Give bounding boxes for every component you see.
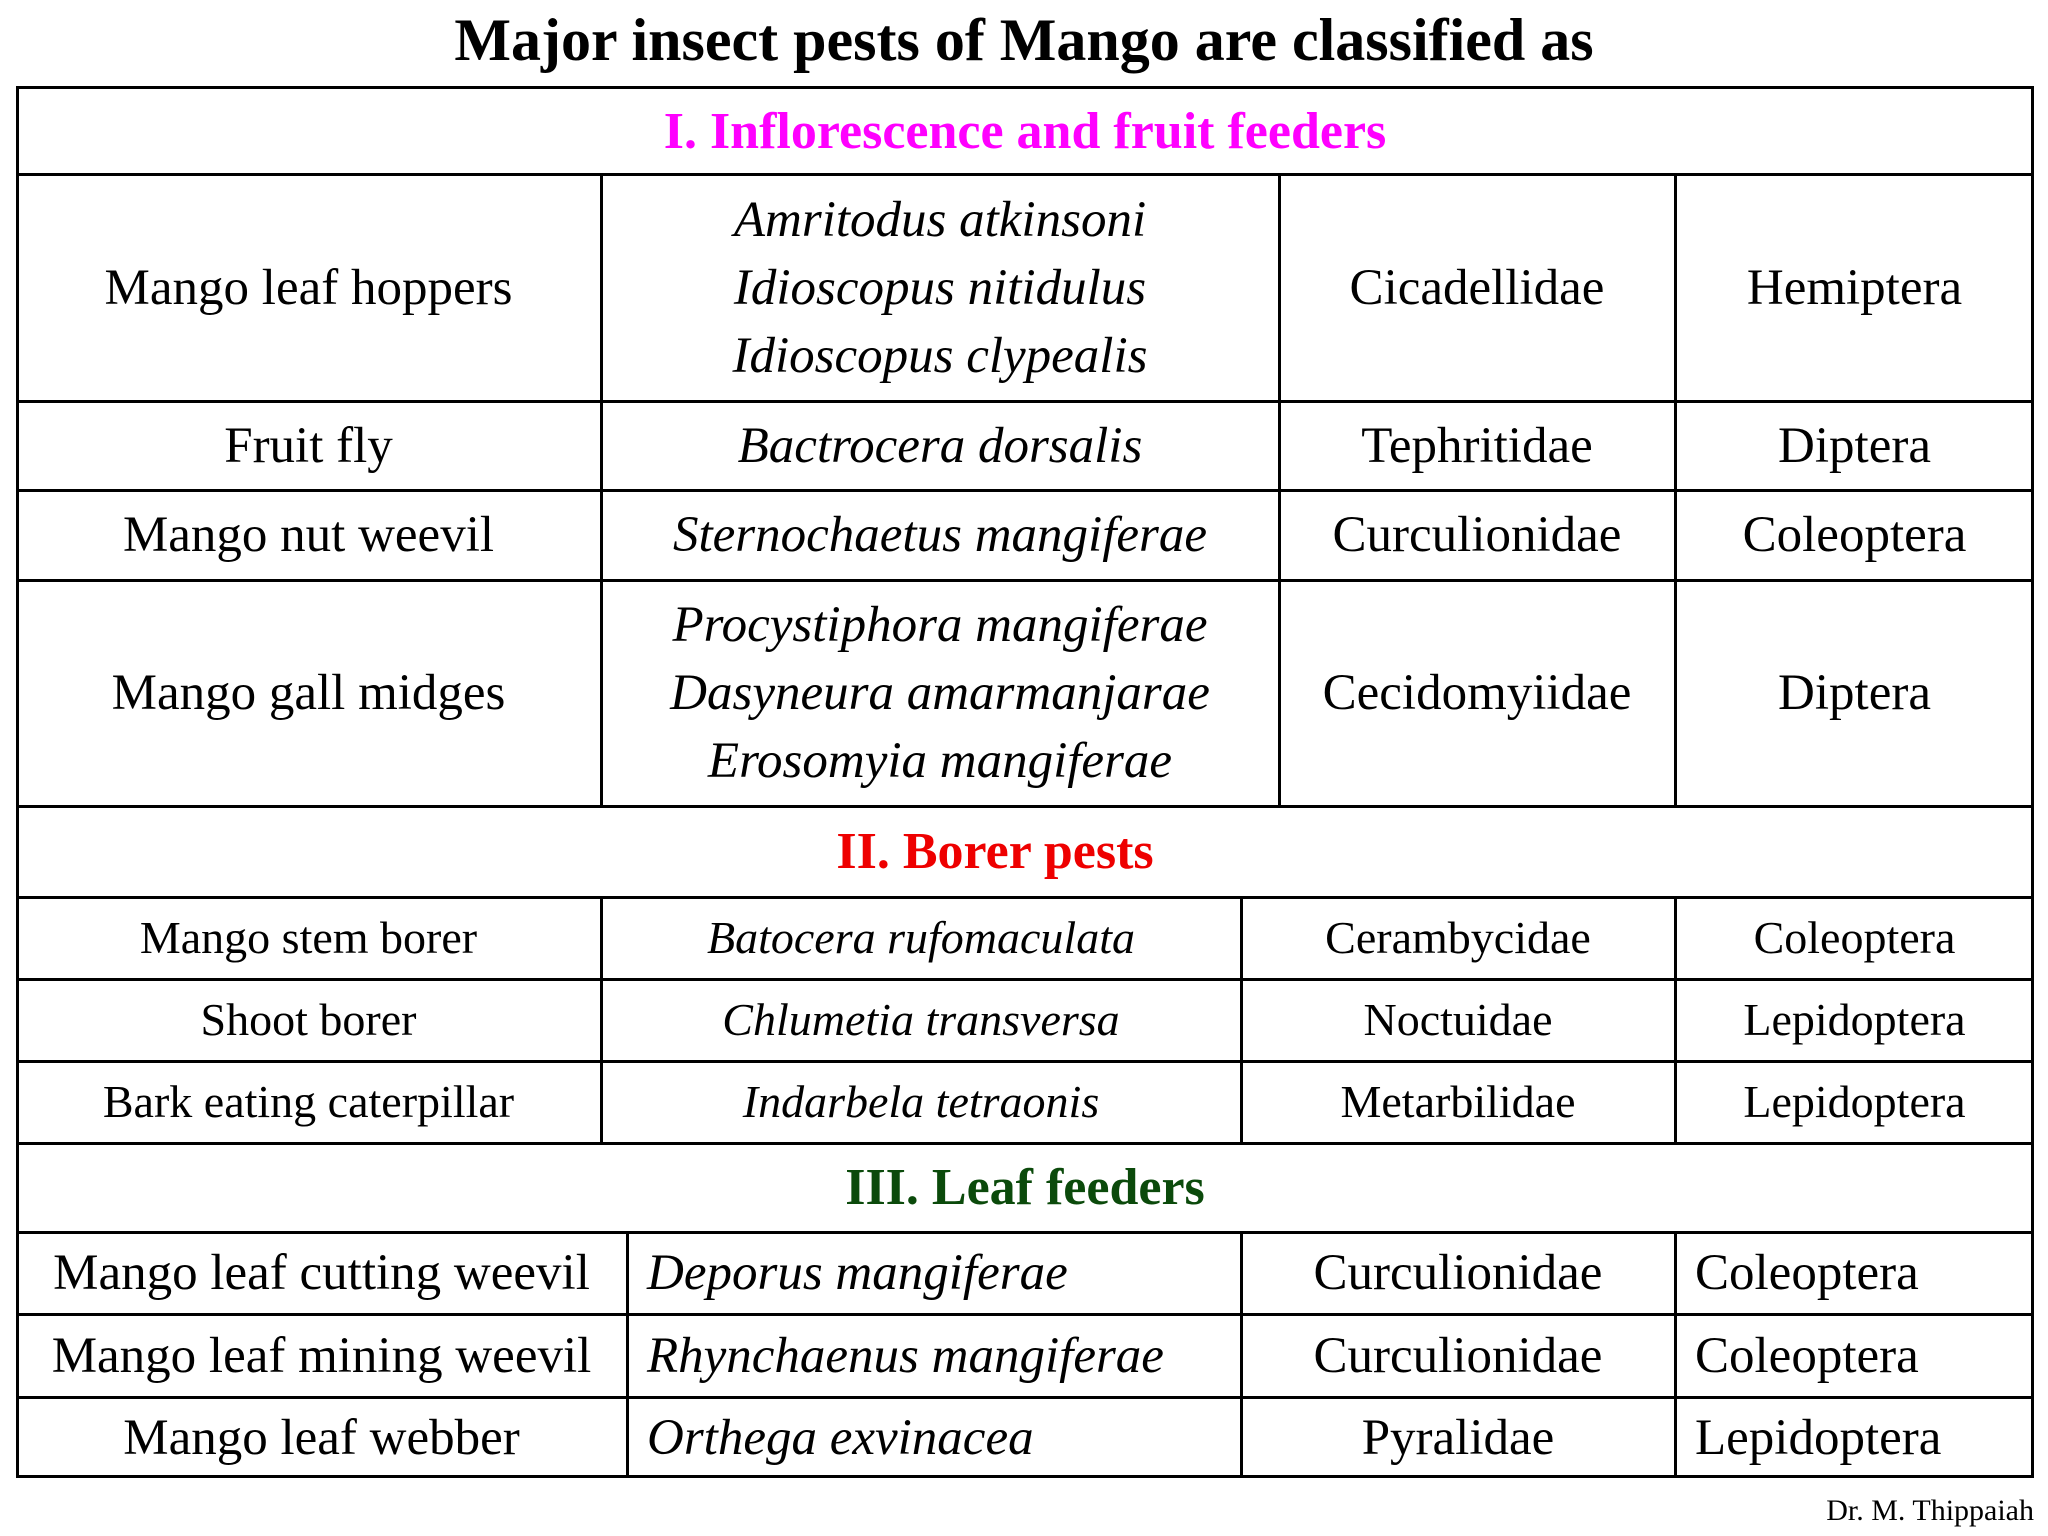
page-title: Major insect pests of Mango are classified as (454, 7, 1594, 73)
order-cell (1675, 897, 2034, 979)
species-name: Procystiphora mangiferae (672, 597, 1208, 653)
section-heading: I. Inflorescence and fruit feeders (663, 102, 1387, 160)
scientific-name-cell (627, 1232, 1241, 1314)
family-cell (1241, 1232, 1675, 1314)
family-text: Pyralidae (1361, 1409, 1555, 1466)
family-cell (1241, 897, 1675, 979)
order-text: Coleoptera (1695, 1327, 1919, 1384)
family-cell (1279, 580, 1675, 806)
section-heading: III. Leaf feeders (845, 1159, 1205, 1216)
scientific-name-cell (627, 1314, 1241, 1397)
scientific-name-cell (601, 490, 1279, 580)
section-heading: II. Borer pests (836, 823, 1154, 880)
order-cell (1675, 490, 2034, 580)
family-text: Curculionidae (1313, 1245, 1603, 1301)
family-text: Tephritidae (1361, 417, 1593, 474)
common-name-text: Mango gall midges (111, 665, 506, 721)
order-cell (1675, 1397, 2034, 1478)
scientific-name-cell (601, 979, 1241, 1061)
common-name-text: Mango leaf hoppers (104, 259, 513, 316)
scientific-name-cell (601, 401, 1279, 490)
order-cell (1675, 979, 2034, 1061)
family-cell (1279, 490, 1675, 580)
common-name-cell (16, 401, 601, 490)
species-name: Indarbela tetraonis (742, 1076, 1100, 1127)
common-name-cell (16, 1314, 627, 1397)
order-text: Lepidoptera (1743, 1076, 1966, 1127)
scientific-name-cell (601, 580, 1279, 806)
common-name-text: Mango stem borer (139, 912, 478, 963)
scientific-name-cell (627, 1397, 1241, 1478)
species-name: Idioscopus nitidulus (733, 259, 1147, 316)
species-name: Deporus mangiferae (647, 1245, 1068, 1301)
common-name-cell (16, 490, 601, 580)
common-name-cell (16, 1397, 627, 1478)
species-name: Sternochaetus mangiferae (673, 507, 1207, 563)
common-name-text: Fruit fly (224, 417, 393, 474)
order-text: Diptera (1778, 417, 1931, 474)
family-text: Cerambycidae (1325, 912, 1591, 963)
order-text: Diptera (1778, 665, 1931, 721)
common-name-text: Shoot borer (200, 994, 417, 1045)
species-name: Amritodus atkinsoni (733, 191, 1147, 248)
scientific-name-cell (601, 1061, 1241, 1143)
order-cell (1675, 1232, 2034, 1314)
common-name-text: Mango leaf cutting weevil (53, 1245, 590, 1301)
family-cell (1279, 401, 1675, 490)
order-cell (1675, 1314, 2034, 1397)
common-name-cell (16, 580, 601, 806)
row-divider (16, 1142, 2034, 1145)
family-text: Noctuidae (1363, 994, 1553, 1045)
order-text: Coleoptera (1753, 912, 1956, 963)
family-cell (1241, 1061, 1675, 1143)
species-name: Chlumetia transversa (722, 994, 1120, 1045)
order-text: Coleoptera (1742, 507, 1967, 563)
common-name-text: Mango leaf webber (123, 1409, 520, 1466)
common-name-text: Mango leaf mining weevil (51, 1327, 592, 1384)
common-name-cell (16, 1061, 601, 1143)
common-name-cell (16, 897, 601, 979)
family-cell (1279, 174, 1675, 401)
common-name-cell (16, 1232, 627, 1314)
scientific-name-cell (601, 897, 1241, 979)
species-name: Erosomyia mangiferae (707, 733, 1173, 789)
scientific-name-cell (601, 174, 1279, 401)
common-name-cell (16, 979, 601, 1061)
common-name-cell (16, 174, 601, 401)
family-text: Curculionidae (1313, 1327, 1603, 1384)
species-name: Idioscopus clypealis (732, 327, 1148, 384)
order-text: Lepidoptera (1695, 1409, 1942, 1466)
order-cell (1675, 401, 2034, 490)
family-text: Cicadellidae (1349, 259, 1605, 316)
common-name-text: Mango nut weevil (122, 507, 495, 563)
common-name-text: Bark eating caterpillar (102, 1076, 515, 1127)
family-cell (1241, 979, 1675, 1061)
order-text: Hemiptera (1746, 259, 1963, 316)
order-text: Coleoptera (1695, 1245, 1919, 1301)
family-text: Curculionidae (1332, 507, 1622, 563)
family-text: Metarbilidae (1340, 1076, 1576, 1127)
order-cell (1675, 1061, 2034, 1143)
species-name: Batocera rufomaculata (707, 912, 1135, 963)
order-cell (1675, 580, 2034, 806)
species-name: Rhynchaenus mangiferae (647, 1327, 1164, 1384)
row-divider (16, 805, 2034, 808)
order-text: Lepidoptera (1743, 994, 1966, 1045)
species-name: Bactrocera dorsalis (737, 417, 1143, 474)
order-cell (1675, 174, 2034, 401)
species-name: Orthega exvinacea (647, 1409, 1034, 1466)
author-signature: Dr. M. Thippaiah (1826, 1494, 2034, 1527)
family-cell (1241, 1314, 1675, 1397)
family-cell (1241, 1397, 1675, 1478)
family-text: Cecidomyiidae (1322, 665, 1632, 721)
species-name: Dasyneura amarmanjarae (670, 665, 1210, 721)
